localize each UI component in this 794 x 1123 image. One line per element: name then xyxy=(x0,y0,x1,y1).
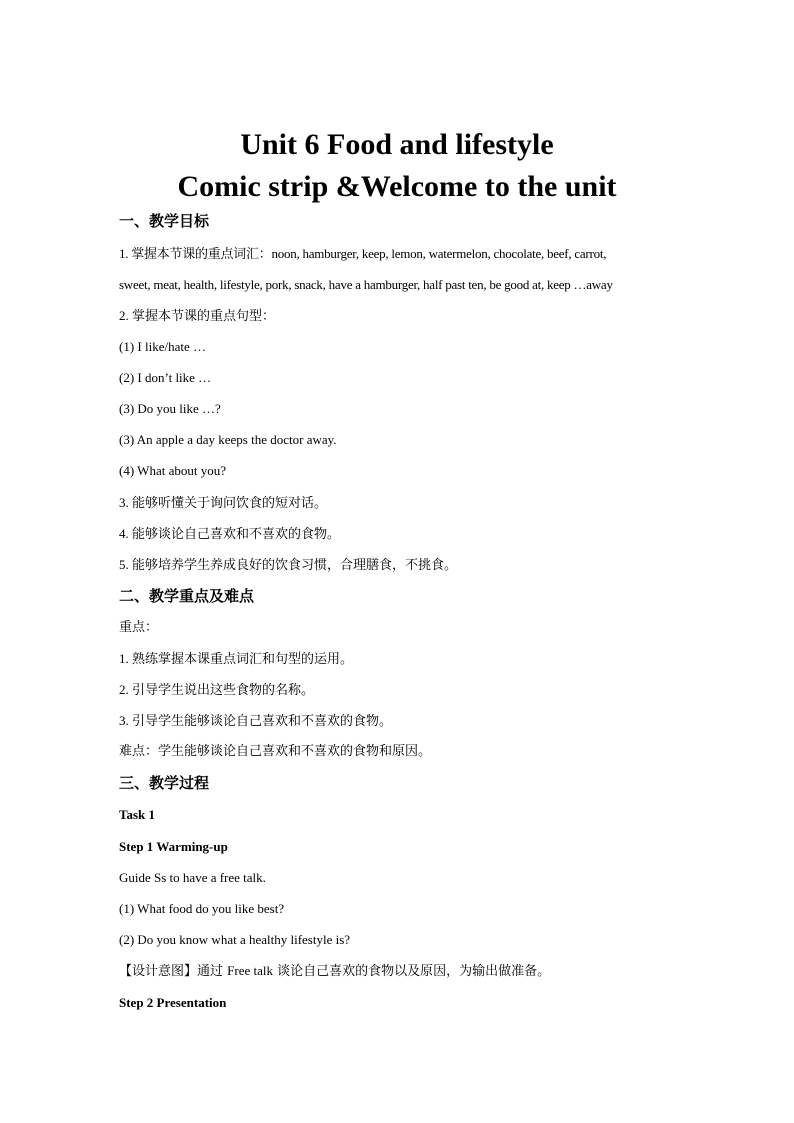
design-intent-prefix: 【设计意图】通过 xyxy=(119,964,228,979)
document-title-line1: Unit 6 Food and lifestyle xyxy=(240,128,554,161)
sentence-pattern: (4) What about you? xyxy=(119,463,226,478)
sentence-pattern: (3) An apple a day keeps the doctor away. xyxy=(119,432,337,447)
item-number: 4. xyxy=(119,526,129,541)
difficulty-text: 难点：学生能够谈论自己喜欢和不喜欢的食物和原因。 xyxy=(119,744,432,759)
question-2: (2) Do you know what a healthy lifestyle is? xyxy=(119,932,351,947)
item-label: 掌握本节课的重点词汇： xyxy=(131,247,272,262)
item-number: 3. xyxy=(119,713,129,728)
guide-text: Guide Ss to have a free talk. xyxy=(119,870,266,885)
section-heading-process: 三、教学过程 xyxy=(119,774,210,792)
design-intent-suffix: 谈论自己喜欢的食物以及原因，为输出做准备。 xyxy=(272,964,551,979)
item-label: 能够谈论自己喜欢和不喜欢的食物。 xyxy=(132,527,341,542)
objective-item-5 xyxy=(119,556,779,575)
item-label: 能够听懂关于询问饮食的短对话。 xyxy=(132,496,328,511)
section-heading-key-points: 二、教学重点及难点 xyxy=(119,587,255,605)
item-number: 1. xyxy=(119,246,129,261)
task-heading: Task 1 xyxy=(119,807,156,822)
design-intent-term: Free talk xyxy=(227,963,273,978)
section-heading-objectives: 一、教学目标 xyxy=(119,212,210,230)
key-point-item-3 xyxy=(119,712,779,731)
item-label: 引导学生能够谈论自己喜欢和不喜欢的食物。 xyxy=(132,714,393,729)
item-number: 2. xyxy=(119,682,129,697)
step-heading-warming-up: Step 1 Warming-up xyxy=(119,839,228,854)
step-heading-presentation: Step 2 Presentation xyxy=(119,995,227,1010)
sentence-pattern: (1) I like/hate … xyxy=(119,339,206,354)
item-label: 掌握本节课的重点句型： xyxy=(132,309,276,324)
question-1: (1) What food do you like best? xyxy=(119,901,285,916)
item-number: 1. xyxy=(119,651,129,666)
key-points-label: 重点： xyxy=(119,620,159,635)
objective-item-1 xyxy=(119,245,779,264)
item-number: 5. xyxy=(119,557,129,572)
sentence-pattern: (3) Do you like …? xyxy=(119,401,221,416)
item-label: 能够培养学生养成良好的饮食习惯，合理膳食，不挑食。 xyxy=(132,558,458,573)
vocabulary-list: noon, hamburger, keep, lemon, watermelon, chocolate, beef, carrot, xyxy=(271,246,607,261)
objective-item-4 xyxy=(119,525,779,544)
document-title-line2: Comic strip &Welcome to the unit xyxy=(177,170,617,203)
item-number: 2. xyxy=(119,308,129,323)
key-point-item-1 xyxy=(119,650,779,669)
item-number: 3. xyxy=(119,495,129,510)
vocabulary-list-continued: sweet, meat, health, lifestyle, pork, snack, have a hamburger, half past ten, be good at, keep …away xyxy=(119,277,613,292)
item-label: 引导学生说出这些食物的名称。 xyxy=(132,683,315,698)
objective-item-3 xyxy=(119,494,779,513)
item-label: 熟练掌握本课重点词汇和句型的运用。 xyxy=(132,652,354,667)
design-intent xyxy=(119,962,779,981)
key-point-item-2 xyxy=(119,681,779,700)
objective-item-2 xyxy=(119,307,779,326)
sentence-pattern: (2) I don’t like … xyxy=(119,370,212,385)
